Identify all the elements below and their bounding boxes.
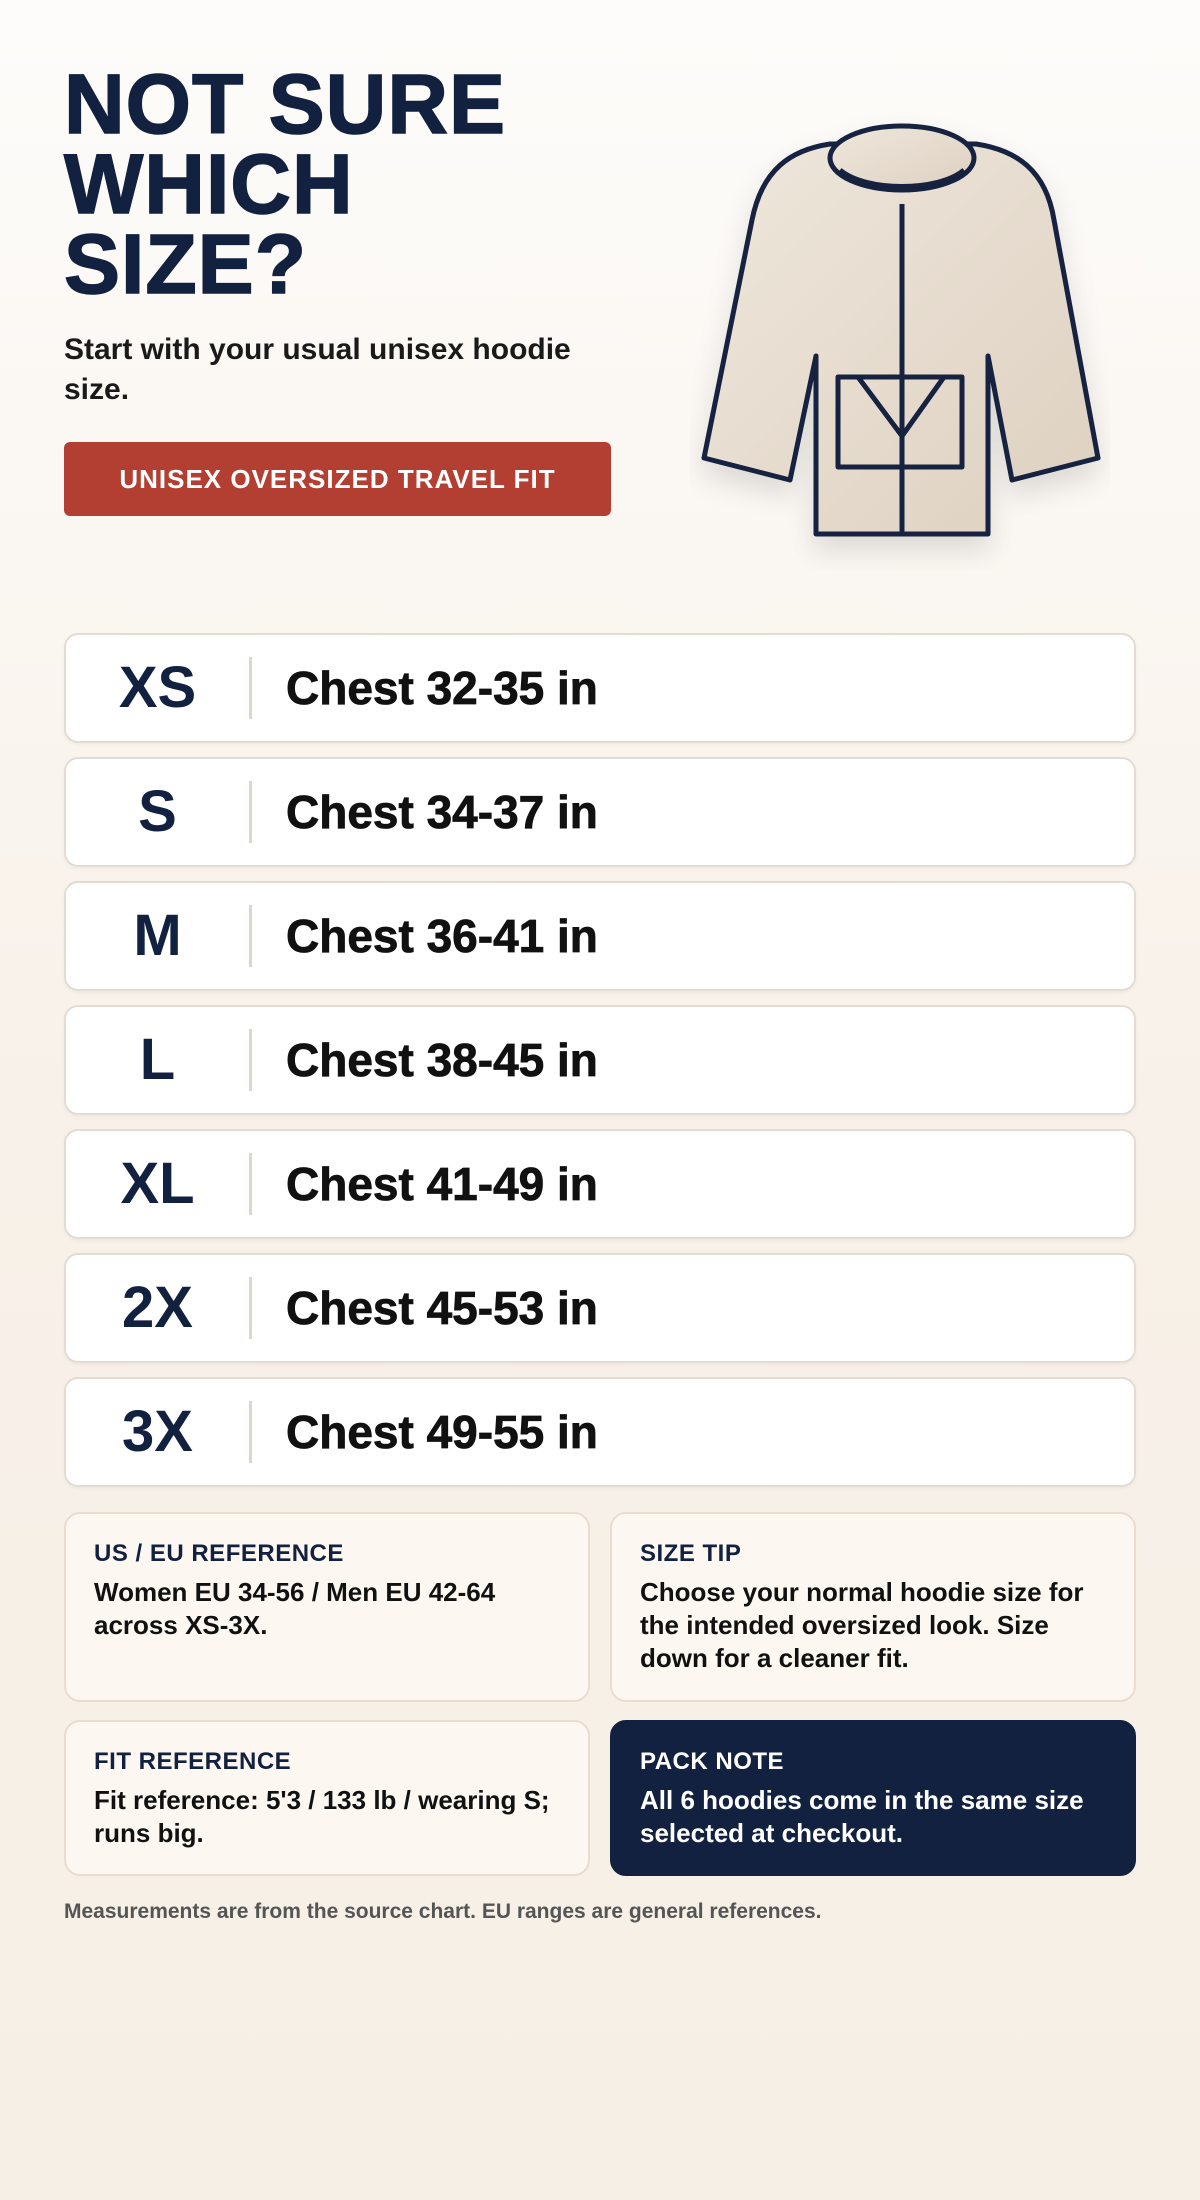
page-title: NOT SURE WHICH SIZE? (64, 57, 507, 311)
card-text: Women EU 34-56 / Men EU 42-64 across XS-3X. (94, 1577, 496, 1640)
size-row-3x (64, 1377, 1136, 1487)
footnote: Measurements are from the source chart. EU ranges are general references. (64, 1900, 822, 1923)
card-text: All 6 hoodies come in the same size selected at checkout. (640, 1785, 1084, 1848)
card-title: SIZE TIP (640, 1540, 742, 1567)
hero-section (64, 57, 624, 516)
card-text: Fit reference: 5'3 / 133 lb / wearing S; runs big. (94, 1785, 550, 1848)
hoodie-icon (690, 110, 1110, 570)
size-label: L (66, 1029, 252, 1091)
size-label: 3X (66, 1401, 252, 1463)
chest-range: Chest 49-55 in (286, 1406, 598, 1458)
chest-range: Chest 32-35 in (286, 662, 598, 714)
card-title: FIT REFERENCE (94, 1748, 292, 1775)
size-label: XS (66, 657, 252, 719)
size-chart (64, 633, 1136, 1501)
chest-range: Chest 36-41 in (286, 910, 598, 962)
chest-range: Chest 45-53 in (286, 1282, 598, 1334)
size-label: M (66, 905, 252, 967)
info-cards (64, 1512, 1136, 1876)
chest-range: Chest 41-49 in (286, 1158, 598, 1210)
chest-range: Chest 34-37 in (286, 786, 598, 838)
card-title: US / EU REFERENCE (94, 1540, 344, 1567)
size-label: XL (66, 1153, 252, 1215)
fit-reference-card (64, 1720, 590, 1876)
size-row-s (64, 757, 1136, 867)
page-subtitle: Start with your usual unisex hoodie size. (64, 333, 571, 406)
pack-note-card (610, 1720, 1136, 1876)
size-label: S (66, 781, 252, 843)
size-row-2x (64, 1253, 1136, 1363)
us-eu-reference-card (64, 1512, 590, 1702)
card-title: PACK NOTE (640, 1748, 785, 1775)
card-text: Choose your normal hoodie size for the intended oversized look. Size down for a cleaner fit. (640, 1577, 1084, 1673)
hoodie-illustration (690, 110, 1110, 570)
size-label: 2X (66, 1277, 252, 1339)
size-tip-card (610, 1512, 1136, 1702)
chest-range: Chest 38-45 in (286, 1034, 598, 1086)
size-row-l (64, 1005, 1136, 1115)
fit-badge: UNISEX OVERSIZED TRAVEL FIT (64, 442, 611, 516)
size-row-m (64, 881, 1136, 991)
size-row-xs (64, 633, 1136, 743)
size-row-xl (64, 1129, 1136, 1239)
